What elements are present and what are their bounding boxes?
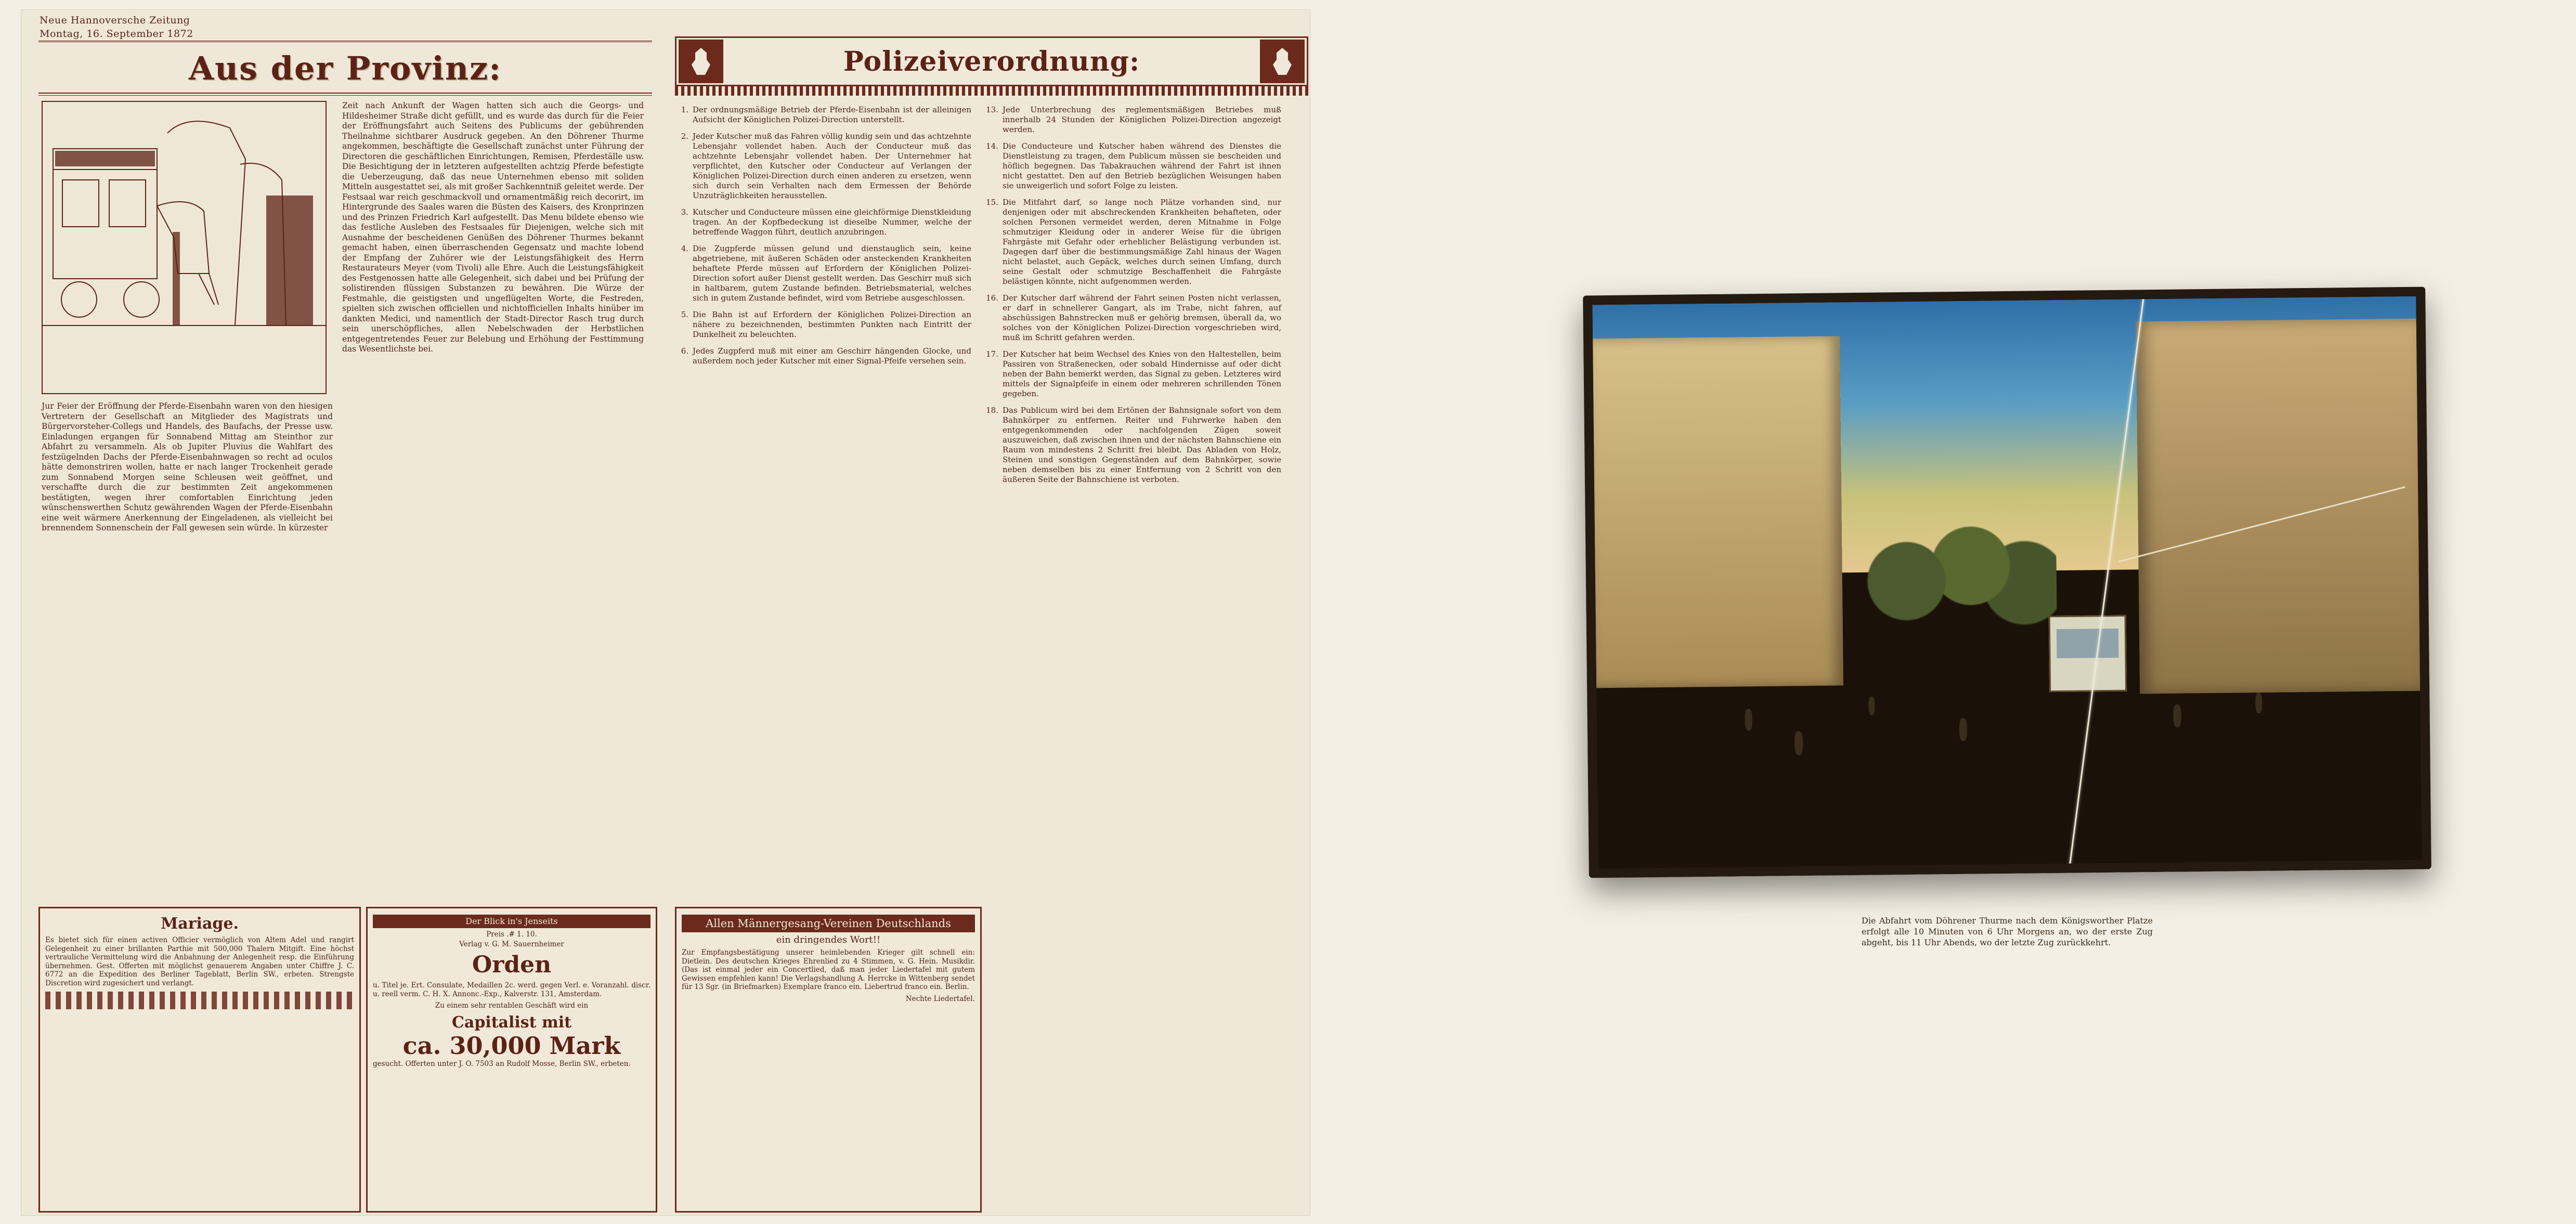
item-number: 5.: [681, 310, 688, 319]
ordinance-item: [675, 105, 971, 125]
item-text: Die Mitfahrt darf, so lange noch Plätze vorhanden sind, nur denjenigen oder mit abschreckenden Krankheiten behafteten, oder solchen Personen vermeidet werden, deren Mitnahme in Folge schmutziger Kleidung oder in anderer Weise für die übrigen Fahrgäste mit Gefahr oder erheblicher Belästigung verbunden ist. Dagegen darf über die bestimmungsmäßige Zahl hinaus der Wagen nicht belastet, auch Gepäck, welches durch seinen Umfang, durch seine Gestalt oder schmutzige Beschaffenheit die Fahrgäste belästigen könnte, nicht aufgenommen werden.: [1003, 198, 1281, 286]
masthead: [40, 14, 193, 41]
pedestrian: [1959, 718, 1967, 741]
ordinance-item: [985, 293, 1281, 343]
issue-date: Montag, 16. September 1872: [40, 28, 193, 40]
ordinance-item: [675, 244, 971, 303]
ad-line-1: u. Titel je. Ert. Consulate, Medaillen 2c. werd. gegen Verl. e. Voranzahl. discr. u. reell verm. C. H. X. Annonc.-Exp., Kalverstr. 131, Amsterdam.: [373, 981, 650, 998]
hand-coloured-street-photograph: [1583, 287, 2431, 878]
horse-tram: [2049, 615, 2127, 692]
polizei-column-left: [675, 105, 971, 491]
left-buildings: [1593, 336, 1843, 688]
item-text: Die Conducteure und Kutscher haben während des Dienstes die Dienstleistung zu tragen, dem Publicum müssen sie bescheiden und höflich begegnen. Das Tabakrauchen während der Fahrt ist ihnen nicht gestattet. Den auf den Betrieb bezüglichen Weisungen haben sie unweigerlich und sofort Folge zu leisten.: [1003, 141, 1281, 190]
polizeiverordnung-title: Polizeiverordnung:: [843, 45, 1140, 77]
ad-title: Der Blick in's Jenseits: [373, 915, 650, 928]
ad-subtitle: ein dringendes Wort!!: [776, 934, 881, 945]
item-text: Das Publicum wird bei dem Ertönen der Bahnsignale sofort von dem Bahnkörper zu entfernen. Reiter und Fuhrwerke haben den entgegenkommenden oder nachfolgenden Zügen soweit auszuweichen, daß zwischen ihnen und der nächsten Bahnschiene ein Raum von mindestens 2 Schritt frei bleibt. Das Abladen von Holz, Steinen und sonstigen Gegenständen auf dem Bahnkörper, sowie neben demselben bis zu einer Entfernung von 2 Schritt von den äußeren Seite der Bahnschiene ist verboten.: [1003, 406, 1281, 484]
ordinance-item: [675, 310, 971, 340]
item-number: 15.: [986, 198, 998, 207]
photo-caption: Die Abfahrt vom Döhrener Thurme nach dem Königsworther Platze erfolgt alle 10 Minuten von 6 Uhr Morgens an, wo der erste Zug abgeht, bis 11 Uhr Abends, wo der letzte Zug zurückkehrt.: [1862, 916, 2153, 947]
item-number: 1.: [681, 105, 688, 114]
item-number: 17.: [986, 349, 998, 359]
item-text: Die Zugpferde müssen gelund und dienstauglich sein, keine abgetriebene, mit äußeren Schäden oder ansteckenden Krankheiten behaftete Pferde müssen auf Erfordern der Königlichen Polizei-Direction sofort außer Dienst gestellt werden. Das Geschirr muß sich in haltbarem, gutem Zustande befinden. Betriebsmaterial, welches sich in gutem Zustande befindet, wird vom Betriebe ausgeschlossen.: [693, 244, 971, 303]
ad-title: Allen Männergesang-Vereinen Deutschlands: [682, 915, 975, 932]
item-text: Jede Unterbrechung des reglementsmäßigen Betriebes muß innerhalb 24 Stunden der Königlichen Polizei-Direction angezeigt werden.: [1003, 105, 1281, 134]
horse-drawn-tram-engraving: [42, 101, 327, 394]
item-number: 4.: [681, 244, 688, 253]
pedestrian: [1745, 709, 1752, 731]
ad-title: Mariage.: [161, 915, 239, 933]
item-number: 14.: [986, 141, 998, 151]
item-number: 3.: [681, 207, 688, 217]
ordinance-item: [675, 207, 971, 237]
polizei-column-right: [985, 105, 1281, 491]
ad-maennergesang-vereine: [675, 907, 982, 1213]
ornament-band: [45, 992, 354, 1009]
pedestrian: [1794, 731, 1803, 755]
pedestrian: [2255, 693, 2262, 713]
item-number: 16.: [986, 293, 998, 303]
item-text: Der Kutscher hat beim Wechsel des Knies von den Haltestellen, beim Passiren von Straßenecken, oder sobald Hindernisse auf oder dicht neben der Bahn bemerkt werden, das Signal zu geben. Letzteres wird mittels der Signalpfeife in einem oder mehreren schrillenden Tönen gegeben.: [1003, 349, 1281, 398]
ad-body: Es bietet sich für einen activen Officier vermöglich von Altem Adel und rangirt Gelegenheit zu einer brillanten Parthie mit 500,000 Thalern Mitgift. Eine höchst vertrauliche Vermittelung wird die Anbahnung der Anlegenheit resp. die Einführung übernehmen. Gest. Offerten mit möglichst genauerem Angaben unter Chiffre J. C. 6772 an die Expedition des Berliner Tageblatt, Berlin SW., erbeten. Strengste Discretion wird zugesichert und verlangt.: [45, 936, 354, 987]
ordinance-item: [985, 141, 1281, 191]
article-column-2: Zeit nach Ankunft der Wagen hatten sich auch die Georgs- und Hildesheimer Straße dicht gefüllt, und es wurde das durch für die Feier der Eröffnungsfahrt auch Seitens des Publicums der gebührenden Theilnahme sichtbarer Ausdruck gegeben. An den Döhrener Thurme angekommen, beschäftigte die Gesellschaft zunächst unter Führung der Directoren die geschäftlichen Einrichtungen, Remisen, Pferdeställe usw. Die Besichtigung der in letzteren aufgestellten achtzig Pferde befestigte die Ueberzeugung, daß das neue Unternehmen ebenso mit soliden Mitteln ausgestattet sei, als mit großer Sachkenntniß geleitet werde. Der Festsaal war reich geschmackvoll und ornamentmäßig reich decorirt, im Hintergrunde des Saales waren die Büsten des Kaisers, des Kronprinzen und des Prinzen Friedrich Karl aufgestellt. Das Menu bildete ebenso wie das festliche Ausleben des Festsaales für Diejenigen, welche sich mit Ausnahme der bescheidenen Genüßen des Döhrener Thurmes bekannt gemacht haben, einen überraschenden Gegensatz und machte lobend der Empfang der Zuhörer wie der Leistungsfähigkeit des Herrn Restaurateurs Meyer (vom Tivoli) alle Ehre. Auch die Leistungsfähigkeit des Festgenossen hatte alle Gelegenheit, sich dabei und bei Prüfung der solistirenden flüssigen Substanzen zu bewähren. Die Würze der Festmahle, die geistigsten und ungeflügelten Worte, die Festreden, spielten sich zwischen officiellen und nichtofficiellen Inhalts hinüber im dankten Medici, und namentlich der Stadt-Director Rasch trug durch sein unerschöpfliches, allen Nebelschwaden der Herbstlichen entgegentretendes Feuer zur Belebung und Erhöhung der Festtimmung das Wesentlichste bei.: [342, 101, 644, 354]
rule: [38, 95, 652, 96]
article-aus-der-provinz: [38, 41, 652, 895]
ordinance-item: [985, 105, 1281, 135]
greek-key-border: [675, 86, 1308, 96]
ad-amount: ca. 30,000 Mark: [402, 1031, 621, 1060]
ad-publisher: Verlag v. G. M. Sauernheimer: [459, 940, 564, 948]
item-text: Der ordnungsmäßige Betrieb der Pferde-Eisenbahn ist der alleinigen Aufsicht der Königlichen Polizei-Direction unterstellt.: [693, 105, 971, 124]
pedestrian: [1868, 696, 1875, 715]
article-title: Aus der Provinz:: [188, 49, 502, 87]
advertisement-row: [38, 907, 666, 1213]
ad-signoff: Nechte Liedertafel.: [905, 994, 975, 1003]
tree-row: [1841, 492, 2057, 641]
ad-blick-ins-jenseits: [366, 907, 657, 1213]
ordinance-item: [675, 132, 971, 201]
item-number: 13.: [986, 105, 998, 114]
ad-price: Preis .# 1. 10.: [486, 930, 537, 939]
newspaper-sheet: [21, 9, 1310, 1216]
ad-tail: gesucht. Offerten unter J. O. 7503 an Rudolf Mosse, Berlin SW., erbeten.: [373, 1059, 631, 1068]
lion-head-ornament-icon: [679, 40, 723, 83]
ad-mariage: [38, 907, 361, 1213]
ad-line-2: Zu einem sehr rentablen Geschäft wird ein: [435, 1001, 589, 1010]
right-buildings: [2136, 319, 2420, 694]
illustration-block: [42, 101, 333, 394]
item-text: Der Kutscher darf während der Fahrt seinen Posten nicht verlassen, er darf in schnellerer Gangart, als im Trabe, nicht fahren, auf abschüssigen Bahnstrecken muß er gehörig bremsen, überall da, wo solches von der Königlichen Polizei-Direction vorgeschrieben wird, muß im Schritt gefahren werden.: [1003, 293, 1281, 342]
lion-head-ornament-icon: [1260, 40, 1305, 83]
pedestrian: [2173, 705, 2181, 727]
article-polizeiverordnung: [675, 36, 1308, 491]
item-text: Jeder Kutscher muß das Fahren völlig kundig sein und das achtzehnte Lebensjahr vollendet haben. Auch der Conducteur muß das achtzehnte Lebensjahr vollendet haben. Der Unternehmer hat verpflichtet, den Kutscher oder Conducteur auf Verlangen der Königlichen Polizei-Direction durch einen anderen zu ersetzen, wenn sich durch sein Verhalten nach dem Ermessen der Behörde Unzuträglichkeiten herausstellen.: [693, 132, 971, 200]
item-number: 18.: [986, 406, 998, 415]
ordinance-item: [985, 406, 1281, 485]
item-text: Die Bahn ist auf Erfordern der Königlichen Polizei-Direction an nähere zu bezeichnenden, bestimmten Punkten nach Eintritt der Dunkelheit zu beleuchten.: [693, 310, 971, 339]
item-text: Kutscher und Conducteure müssen eine gleichförmige Dienstkleidung tragen. An der Kopfbedeckung ist dieselbe Nummer, welche der betreffende Waggon führt, deutlich anzubringen.: [693, 207, 971, 237]
item-number: 2.: [681, 132, 688, 141]
rule: [38, 93, 652, 94]
photograph-frame: [1583, 287, 2431, 878]
item-number: 6.: [681, 346, 688, 356]
ordinance-item: [675, 346, 971, 366]
item-text: Jedes Zugpferd muß mit einer am Geschirr hängenden Glocke, und außerdem noch jeder Kutscher mit einer Signal-Pfeife versehen sein.: [693, 346, 971, 366]
polizeiverordnung-header: [675, 36, 1308, 86]
ordinance-item: [985, 349, 1281, 399]
ad-headline: Orden: [472, 952, 552, 978]
paper-name: Neue Hannoversche Zeitung: [40, 15, 190, 26]
ordinance-item: [985, 198, 1281, 287]
ad-body: Zur Empfangsbestätigung unserer heimlebenden Krieger gilt schnell ein: Dietlein. Des deutschen Krieges Ehrenlied zu 4 Stimmen, v. G. Hein. Musikdir. (Das ist einmal jeder ein Concertlied, daß man jeder Liedertafel mit gutem Gewissen empfehlen kann! Die Verlagshandlung A. Herrcke in Wittenberg sendet für 13 Sgr. (in Briefmarken) Exemplare franco ein. Liebertrud franco ein. Berlin.: [682, 948, 975, 991]
ad-capitalist: Capitalist mit: [452, 1013, 571, 1032]
article-column-1: Jur Feier der Eröffnung der Pferde-Eisenbahn waren von den hiesigen Vertretern der Gesellschaft an Mitglieder des Magistrats und Bürgervorsteher-Collegs und Handels, des Baufachs, der Presse usw. Einladungen ergangen für Sonnabend Mittag am Steinthor zur Abfahrt zu versammeln. Als ob Jupiter Pluvius die Wahlfart des festzügelnden Dachs der Pferde-Eisenbahnwagen so recht ad oculos hätte demonstriren wollen, hatte er nach langer Trockenheit gerade zum Sonnabend Morgen seine Schleusen weit geöffnet, und verschaffte durch die zur bestimmten Zeit angekommenen bestätigten, wegen ihrer comfortablen Einrichtung jeden wünschenswerthen Schutz gewährenden Wagen der Pferde-Eisenbahn eine weit wärmere Anerkennung der Eingeladenen, als vielleicht bei brennendem Sonnenschein der Fall gewesen sein würde. In kürzester: [42, 401, 333, 532]
